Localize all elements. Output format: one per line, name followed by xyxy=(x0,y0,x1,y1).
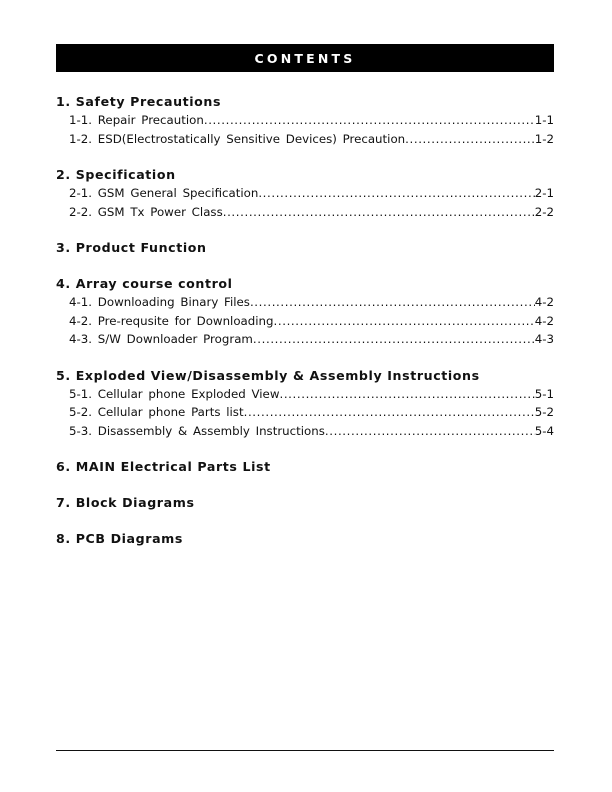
section-title: 5. Exploded View/Disassembly & Assembly Instructions xyxy=(56,367,480,383)
table-of-contents xyxy=(56,93,554,548)
entry-label: 5-2. Cellular phone Parts list xyxy=(69,405,244,419)
entry-page-number: 4-2 xyxy=(534,313,554,328)
dot-leader xyxy=(405,130,535,149)
toc-entry xyxy=(56,184,554,203)
entry-page-number: 5-4 xyxy=(534,423,554,438)
dot-leader xyxy=(279,385,534,404)
entry-label: 4-2. Pre-requsite for Downloading xyxy=(69,313,274,328)
toc-entry xyxy=(56,111,554,130)
entry-label: 4-1. Downloading Binary Files xyxy=(69,295,250,309)
section-title: 3. Product Function xyxy=(56,240,207,255)
toc-section xyxy=(56,239,554,257)
toc-entry xyxy=(56,422,554,441)
toc-entry xyxy=(56,385,554,404)
toc-entry xyxy=(56,130,554,149)
entry-label: 1-1. Repair Precaution xyxy=(69,113,204,127)
dot-leader xyxy=(204,111,535,130)
entry-page-number: 5-2 xyxy=(534,405,554,419)
toc-entry xyxy=(56,203,554,222)
entry-page-number: 5-1 xyxy=(534,386,554,401)
entry-page-number: 4-3 xyxy=(534,332,554,346)
entry-label: 5-3. Disassembly & Assembly Instructions xyxy=(69,423,325,438)
toc-section xyxy=(56,166,554,221)
section-title: 8. PCB Diagrams xyxy=(56,531,183,546)
entry-page-number: 1-1 xyxy=(534,113,554,127)
footer-divider xyxy=(56,750,554,751)
contents-header xyxy=(56,44,554,72)
dot-leader xyxy=(253,330,535,349)
toc-section xyxy=(56,275,554,349)
entry-label: 5-1. Cellular phone Exploded View xyxy=(69,386,280,401)
contents-title: CONTENTS xyxy=(254,50,356,66)
toc-entry xyxy=(56,293,554,312)
section-title: 4. Array course control xyxy=(56,276,233,291)
entry-page-number: 2-1 xyxy=(534,186,554,200)
toc-entry xyxy=(56,312,554,331)
entry-label: 2-1. GSM General Specification xyxy=(69,186,259,200)
toc-section xyxy=(56,530,554,548)
entry-page-number: 2-2 xyxy=(534,204,554,219)
dot-leader xyxy=(244,403,535,422)
section-title: 2. Specification xyxy=(56,167,176,182)
toc-entry xyxy=(56,403,554,422)
dot-leader xyxy=(258,184,534,203)
dot-leader xyxy=(250,293,535,312)
toc-section xyxy=(56,93,554,148)
entry-page-number: 4-2 xyxy=(534,295,554,309)
section-title: 1. Safety Precautions xyxy=(56,94,222,109)
section-title: 6. MAIN Electrical Parts List xyxy=(56,459,271,474)
toc-entry xyxy=(56,330,554,349)
section-title: 7. Block Diagrams xyxy=(56,495,195,510)
entry-label: 1-2. ESD(Electrostatically Sensitive Devices) Precaution xyxy=(69,131,406,146)
entry-label: 4-3. S/W Downloader Program xyxy=(69,332,253,346)
toc-section xyxy=(56,494,554,512)
dot-leader xyxy=(223,203,535,222)
toc-section xyxy=(56,367,554,441)
dot-leader xyxy=(274,312,535,331)
entry-page-number: 1-2 xyxy=(534,131,554,146)
toc-section xyxy=(56,458,554,476)
entry-label: 2-2. GSM Tx Power Class xyxy=(69,204,223,219)
dot-leader xyxy=(325,422,535,441)
